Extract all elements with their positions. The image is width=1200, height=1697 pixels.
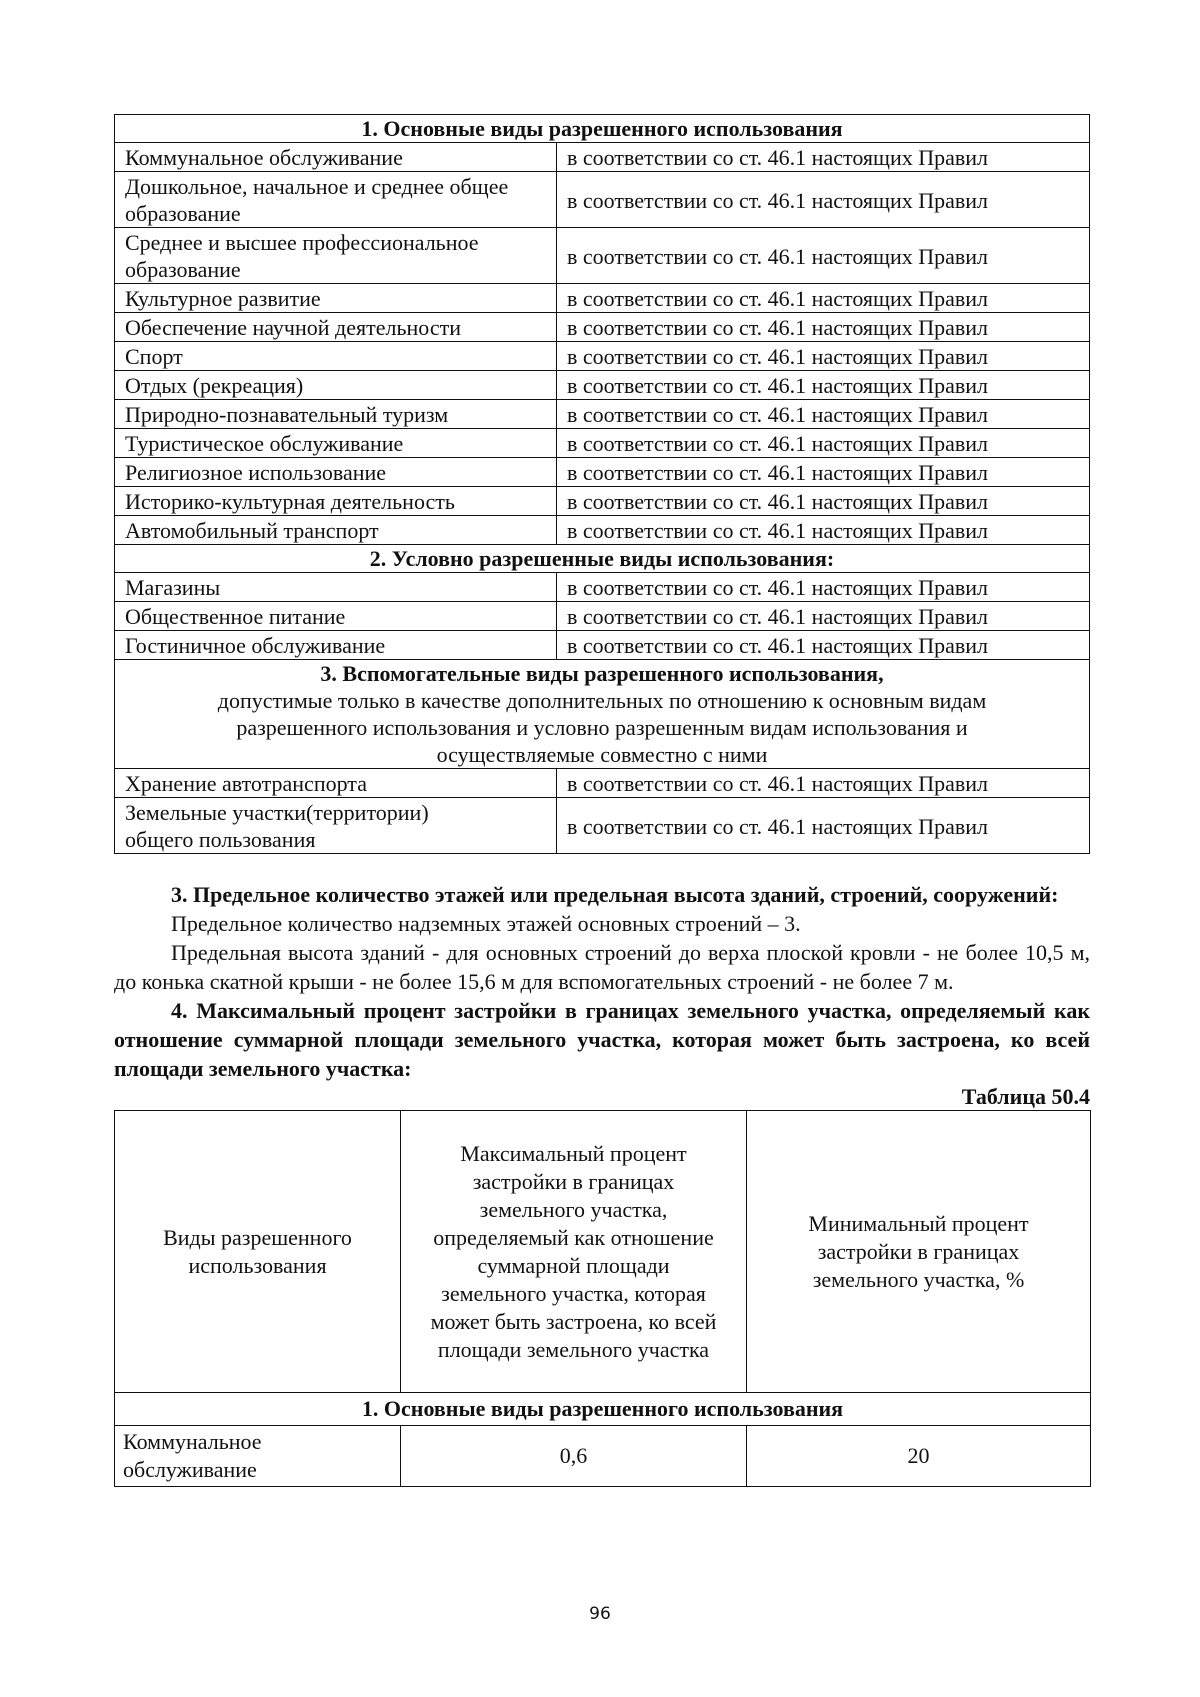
use-value: в соответствии со ст. 46.1 настоящих Правил bbox=[557, 228, 1090, 284]
header-min-percent: Минимальный процент застройки в границах земельного участка, % bbox=[747, 1111, 1091, 1393]
table-row bbox=[115, 172, 1090, 228]
permitted-uses-table bbox=[114, 114, 1090, 854]
use-name: Коммунальное обслуживание bbox=[115, 1426, 401, 1487]
use-name: Туристическое обслуживание bbox=[115, 429, 557, 458]
table2-section1-title: 1. Основные виды разрешенного использования bbox=[115, 1393, 1091, 1426]
use-name: Культурное развитие bbox=[115, 284, 557, 313]
use-name: Обеспечение научной деятельности bbox=[115, 313, 557, 342]
use-value: в соответствии со ст. 46.1 настоящих Правил bbox=[557, 769, 1090, 798]
section-header-row bbox=[115, 1393, 1091, 1426]
use-name: Автомобильный транспорт bbox=[115, 516, 557, 545]
use-value: в соответствии со ст. 46.1 настоящих Правил bbox=[557, 798, 1090, 854]
table-row bbox=[115, 284, 1090, 313]
use-value: в соответствии со ст. 46.1 настоящих Правил bbox=[557, 573, 1090, 602]
use-name: Природно-познавательный туризм bbox=[115, 400, 557, 429]
table-row bbox=[115, 228, 1090, 284]
use-value: в соответствии со ст. 46.1 настоящих Правил bbox=[557, 284, 1090, 313]
table-row bbox=[115, 487, 1090, 516]
section3-title: 3. Вспомогательные виды разрешенного использования, bbox=[320, 661, 884, 686]
use-name: Среднее и высшее профессиональное образование bbox=[115, 228, 557, 284]
table-row bbox=[115, 371, 1090, 400]
use-name: Религиозное использование bbox=[115, 458, 557, 487]
use-name: Гостиничное обслуживание bbox=[115, 631, 557, 660]
section3-subtitle: допустимые только в качестве дополнительных по отношению к основным видам разрешенного использования и условно разрешенным видам использования и осуществляемые совместно с ними bbox=[217, 688, 987, 767]
use-name: Историко-культурная деятельность bbox=[115, 487, 557, 516]
table-caption: Таблица 50.4 bbox=[961, 1084, 1090, 1109]
item4-heading: 4. Максимальный процент застройки в границах земельного участка, определяемый как отношение суммарной площади земельного участка, которая может быть застроена, ко всей площади земельного участка: bbox=[114, 998, 1090, 1081]
use-value: в соответствии со ст. 46.1 настоящих Правил bbox=[557, 400, 1090, 429]
use-value: в соответствии со ст. 46.1 настоящих Правил bbox=[557, 487, 1090, 516]
header-permitted-uses: Виды разрешенного использования bbox=[115, 1111, 401, 1393]
table-row bbox=[115, 769, 1090, 798]
document-page bbox=[114, 114, 1090, 1487]
section2-title: 2. Условно разрешенные виды использования: bbox=[115, 545, 1090, 573]
section-header-row bbox=[115, 545, 1090, 573]
use-name: Хранение автотранспорта bbox=[115, 769, 557, 798]
section3-header bbox=[115, 660, 1090, 769]
header-max-percent: Максимальный процент застройки в границах земельного участка, определяемый как отношение суммарной площади земельного участка, которая может быть застроена, ко всей площади земельного участка bbox=[401, 1111, 747, 1393]
section-header-row bbox=[115, 115, 1090, 143]
table-row bbox=[115, 400, 1090, 429]
use-value: в соответствии со ст. 46.1 настоящих Правил bbox=[557, 313, 1090, 342]
table-row bbox=[115, 313, 1090, 342]
table-row bbox=[115, 143, 1090, 172]
page-number: 96 bbox=[589, 1604, 611, 1624]
table-row bbox=[115, 458, 1090, 487]
use-value: в соответствии со ст. 46.1 настоящих Правил bbox=[557, 371, 1090, 400]
section1-title: 1. Основные виды разрешенного использования bbox=[115, 115, 1090, 143]
table-row bbox=[115, 516, 1090, 545]
building-percentage-table bbox=[114, 1110, 1091, 1487]
table-row bbox=[115, 342, 1090, 371]
use-value: в соответствии со ст. 46.1 настоящих Правил bbox=[557, 602, 1090, 631]
use-value: в соответствии со ст. 46.1 настоящих Правил bbox=[557, 429, 1090, 458]
use-name: Общественное питание bbox=[115, 602, 557, 631]
table-header-row bbox=[115, 1111, 1091, 1393]
use-name: Коммунальное обслуживание bbox=[115, 143, 557, 172]
use-name: Дошкольное, начальное и среднее общее образование bbox=[115, 172, 557, 228]
use-value: в соответствии со ст. 46.1 настоящих Правил bbox=[557, 172, 1090, 228]
item3-paragraph-2: Предельная высота зданий - для основных строений до верха плоской кровли - не более 10,5 м, до конька скатной крыши - не более 15,6 м для вспомогательных строений - не более 7 м. bbox=[114, 940, 1090, 994]
use-name: Спорт bbox=[115, 342, 557, 371]
use-name: Магазины bbox=[115, 573, 557, 602]
table-row bbox=[115, 798, 1090, 854]
use-value: в соответствии со ст. 46.1 настоящих Правил bbox=[557, 516, 1090, 545]
max-percent-value: 0,6 bbox=[401, 1426, 747, 1487]
table-row bbox=[115, 631, 1090, 660]
use-name: Отдых (рекреация) bbox=[115, 371, 557, 400]
use-value: в соответствии со ст. 46.1 настоящих Правил bbox=[557, 458, 1090, 487]
use-value: в соответствии со ст. 46.1 настоящих Правил bbox=[557, 631, 1090, 660]
use-value: в соответствии со ст. 46.1 настоящих Правил bbox=[557, 342, 1090, 371]
item3-heading: 3. Предельное количество этажей или предельная высота зданий, строений, сооружений: bbox=[171, 882, 1059, 907]
use-value: в соответствии со ст. 46.1 настоящих Правил bbox=[557, 143, 1090, 172]
table-row bbox=[115, 429, 1090, 458]
use-name: Земельные участки(территории) общего пользования bbox=[115, 798, 557, 854]
table-row bbox=[115, 602, 1090, 631]
min-percent-value: 20 bbox=[747, 1426, 1091, 1487]
section-header-row bbox=[115, 660, 1090, 769]
table-row bbox=[115, 573, 1090, 602]
item3-paragraph-1: Предельное количество надземных этажей основных строений – 3. bbox=[171, 911, 801, 936]
table-row bbox=[115, 1426, 1091, 1487]
